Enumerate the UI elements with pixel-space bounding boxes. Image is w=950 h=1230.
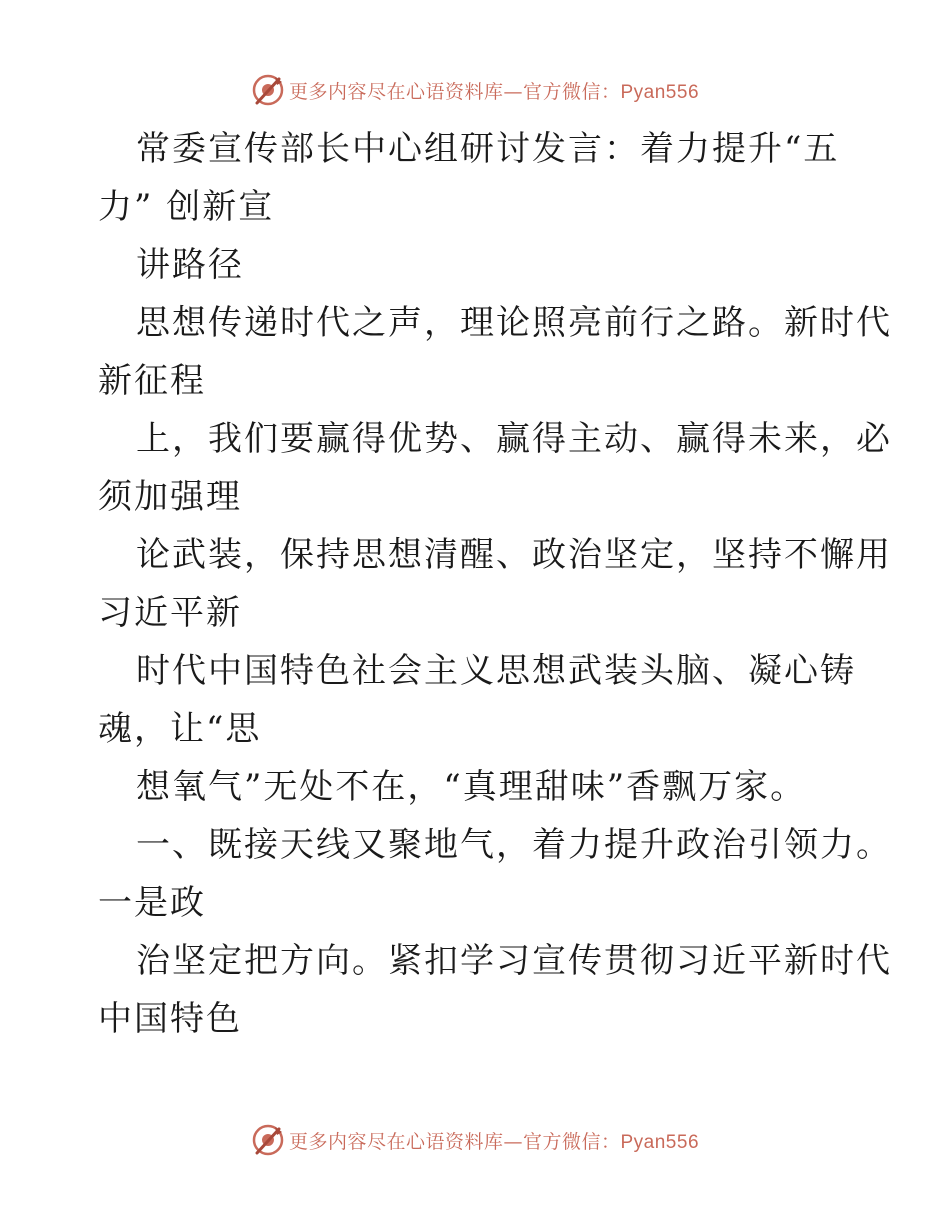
footer-banner-wechat: 官方微信：Pyan556 (523, 1131, 700, 1153)
paragraph-line: 治坚定把方向。紧扣学习宣传贯彻习近平新时代 (136, 941, 892, 981)
paragraph-line: 习近平新 (98, 593, 242, 633)
quill-circle-logo-icon (251, 1123, 285, 1157)
title-line-2: 力” 创新宣 (98, 187, 275, 227)
header-banner-title: 更多内容尽在心语资料库 (288, 80, 504, 103)
footer-banner (0, 1120, 950, 1160)
paragraph-line: 须加强理 (98, 477, 242, 517)
header-banner (0, 70, 950, 110)
footer-banner-text (289, 1127, 699, 1154)
quill-circle-logo-icon (251, 73, 285, 107)
footer-banner-inner (251, 1123, 699, 1157)
header-banner-wechat: 官方微信：Pyan556 (523, 81, 700, 103)
paragraph-line: 魂，让“思 (98, 709, 262, 749)
header-banner-separator: — (503, 80, 523, 103)
document-body (98, 120, 892, 1048)
header-banner-inner (251, 73, 699, 107)
paragraph-line: 思想传递时代之声，理论照亮前行之路。新时代 (136, 303, 892, 343)
section-heading-line: 一、既接天线又聚地气，着力提升政治引领力。 (136, 825, 892, 865)
header-banner-text (289, 77, 699, 104)
footer-banner-separator: — (503, 1130, 523, 1153)
title-line-3: 讲路径 (136, 245, 244, 285)
footer-banner-title: 更多内容尽在心语资料库 (288, 1130, 504, 1153)
paragraph-line: 想氧气”无处不在，“真理甜味”香飘万家。 (136, 767, 807, 807)
paragraph-line: 新征程 (98, 361, 206, 401)
paragraph-line: 时代中国特色社会主义思想武装头脑、凝心铸 (136, 651, 856, 691)
paragraph-line: 上，我们要赢得优势、赢得主动、赢得未来，必 (136, 419, 892, 459)
paragraph-line: 中国特色 (98, 999, 242, 1039)
title-line-1: 常委宣传部长中心组研讨发言：着力提升“五 (136, 129, 840, 169)
paragraph-line: 一是政 (98, 883, 206, 923)
paragraph-line: 论武装，保持思想清醒、政治坚定，坚持不懈用 (136, 535, 892, 575)
